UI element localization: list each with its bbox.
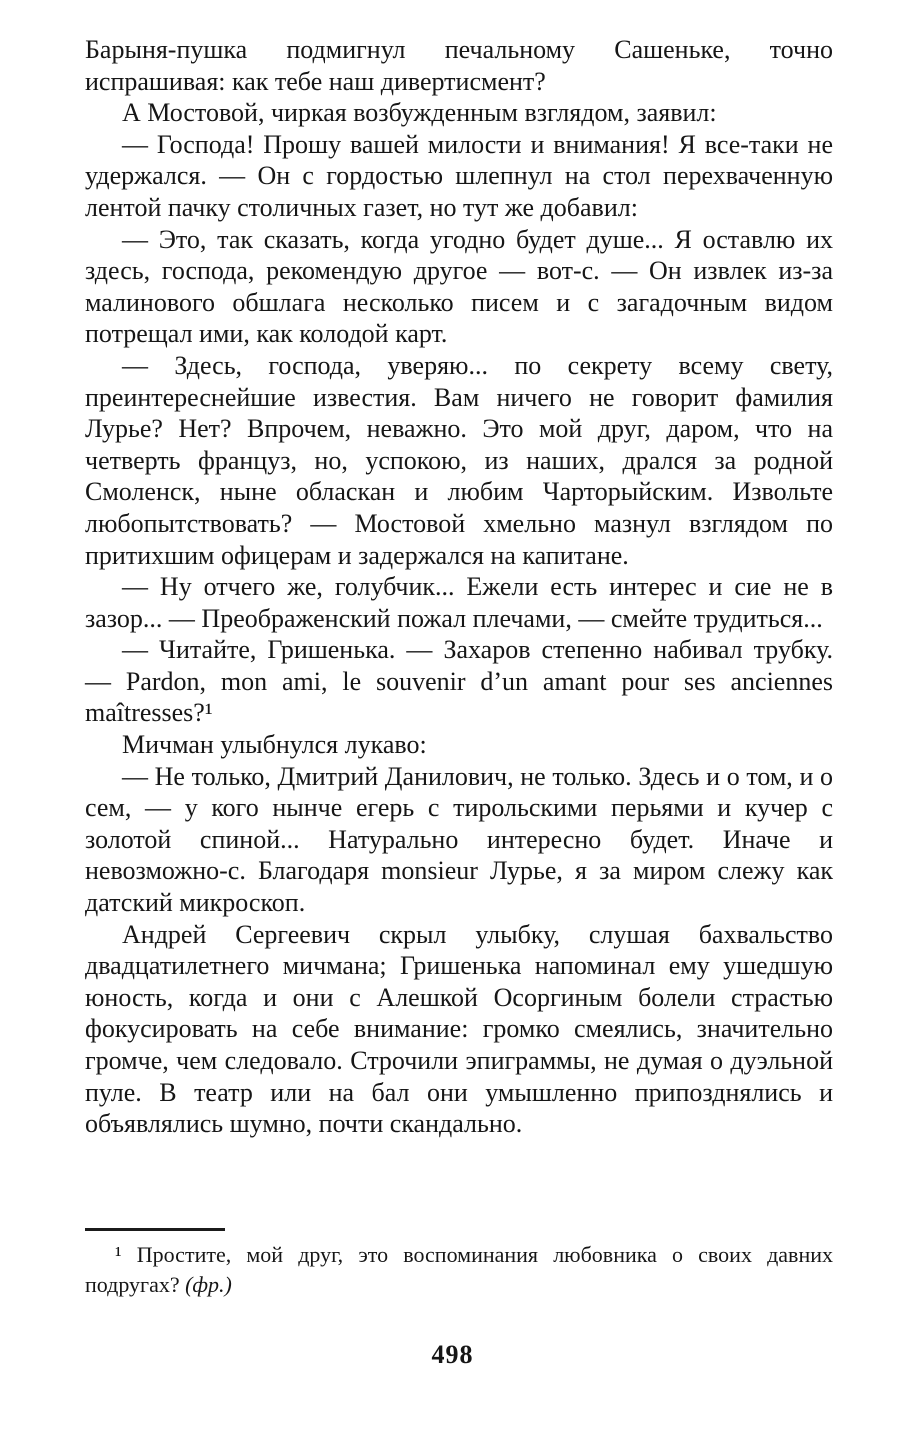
footnote-divider bbox=[85, 1228, 225, 1231]
page-number: 498 bbox=[431, 1340, 474, 1369]
paragraph: — Читайте, Гришенька. — Захаров степенно набивал трубку. — Pardon, mon ami, le souvenir d’un amant pour ses anciennes maîtresses?¹ bbox=[85, 635, 833, 728]
footnote bbox=[85, 1240, 833, 1300]
paragraph: Барыня-пушка подмигнул печальному Сашеньке, точно испрашивая: как тебе наш дивертисмент? bbox=[85, 35, 833, 96]
footnote-text: ¹ Простите, мой друг, это воспоминания любовника о своих давних подругах? bbox=[85, 1242, 833, 1297]
paragraph: — Здесь, господа, уверяю... по секрету всему свету, преинтереснейшие известия. Вам ничего не говорит фамилия Лурье? Нет? Впрочем, неважно. Это мой друг, даром, что на четверть француз, но, успокою, из наших, дрался за родной Смоленск, ныне обласкан и любим Чарторыйским. Извольте любопытствовать? — Мостовой хмельно мазнул взглядом по притихшим офицерам и задержался на капитане. bbox=[85, 350, 833, 570]
paragraph: — Не только, Дмитрий Данилович, не только. Здесь и о том, и о сем, — у кого нынче егерь с тирольскими перьями и кучер с золотой спиной... Натурально интересно будет. Иначе и невозможно-с. Благодаря monsieur Лурье, я за миром слежу как датский микроскоп. bbox=[85, 761, 833, 918]
footnote-language-note: (фр.) bbox=[185, 1272, 232, 1297]
paragraph: Андрей Сергеевич скрыл улыбку, слушая бахвальство двадцатилетнего мичмана; Гришенька напоминал ему ушедшую юность, когда и они с Алешкой Осоргиным болели страстью фокусировать на себе внимание: громко смеялись, значительно громче, чем следовало. Строчили эпиграммы, не думая о дуэльной пуле. В театр или на бал они умышленно припозднялись и объявлялись шумно, почти скандально. bbox=[85, 919, 833, 1139]
paragraph: А Мостовой, чиркая возбужденным взглядом, заявил: bbox=[122, 98, 717, 128]
paragraph: Мичман улыбнулся лукаво: bbox=[122, 730, 427, 760]
paragraph: — Ну отчего же, голубчик... Ежели есть интерес и сие не в зазор... — Преображенский пожал плечами, — смейте трудиться... bbox=[85, 572, 833, 633]
paragraph: — Это, так сказать, когда угодно будет душе... Я оставлю их здесь, господа, рекомендую другое — вот-с. — Он извлек из-за малинового обшлага несколько писем и с загадочным видом потрещал ими, как колодой карт. bbox=[85, 224, 833, 349]
paragraph: — Господа! Прошу вашей милости и внимания! Я все-таки не удержался. — Он с гордостью шлепнул на стол перехваченную лентой пачку столичных газет, но тут же добавил: bbox=[85, 129, 833, 222]
body-text bbox=[85, 34, 833, 1140]
